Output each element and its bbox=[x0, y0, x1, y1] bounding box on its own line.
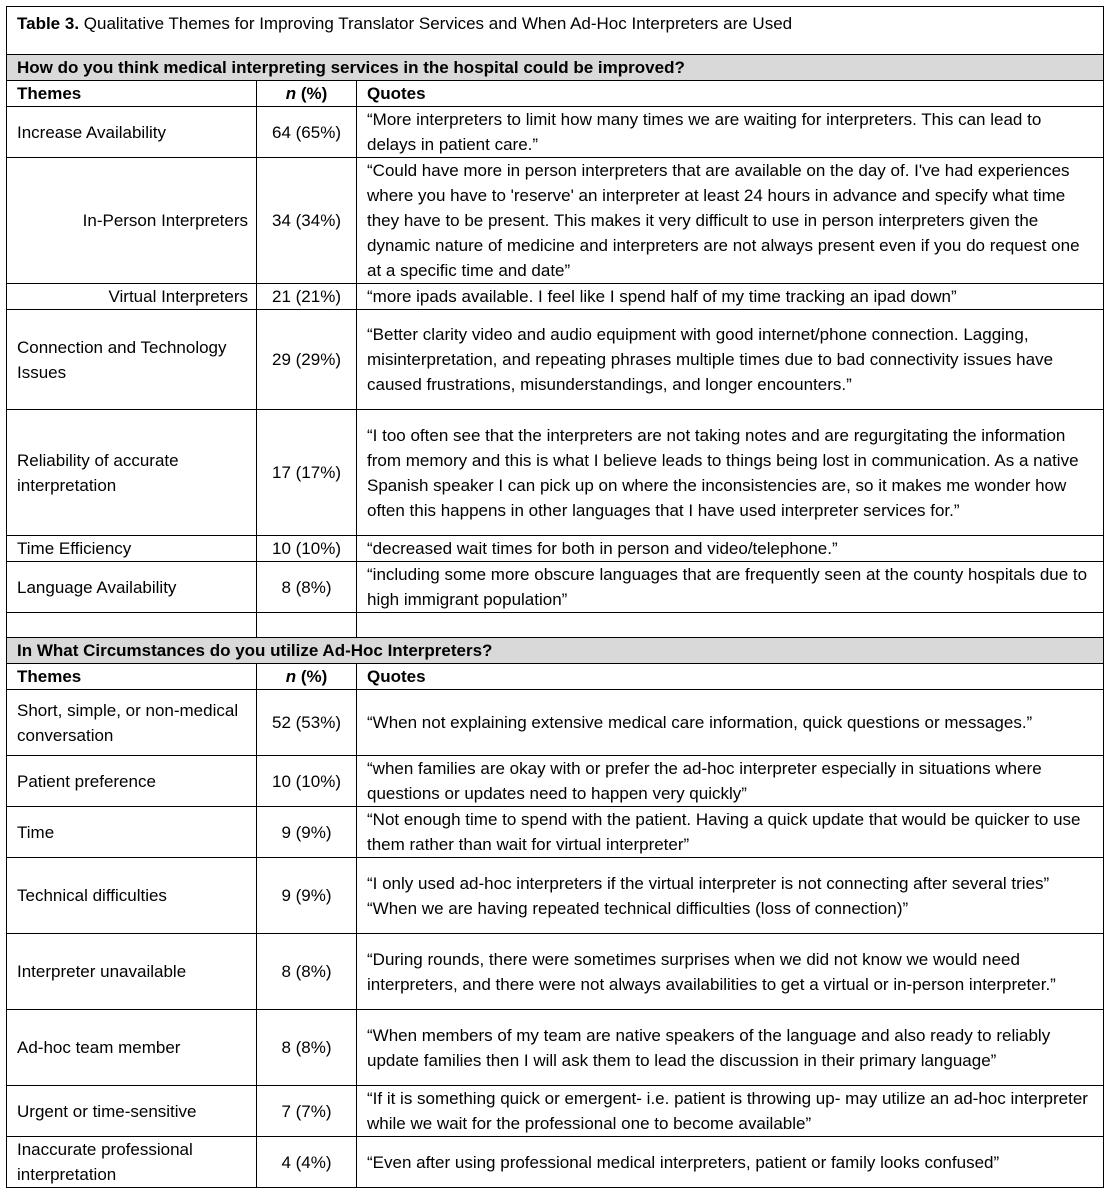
table-row bbox=[7, 410, 1104, 536]
section-heading: How do you think medical interpreting services in the hospital could be improved? bbox=[7, 55, 1104, 81]
n-label: n bbox=[285, 84, 297, 103]
theme-cell: Connection and Technology Issues bbox=[7, 310, 257, 410]
table-row bbox=[7, 1086, 1104, 1137]
count-cell: 64 (65%) bbox=[257, 107, 357, 158]
theme-cell: Ad-hoc team member bbox=[7, 1010, 257, 1086]
table-label: Table 3. bbox=[17, 14, 80, 33]
quote-cell: “Not enough time to spend with the patient. Having a quick update that would be quicker to use them rather than wait for virtual interpreter” bbox=[357, 807, 1104, 858]
pct-label: (%) bbox=[296, 667, 328, 686]
quote-cell: “Better clarity video and audio equipment with good internet/phone connection. Lagging, misinterpretation, and repeating phrases multiple times due to bad connectivity issues have caused frustrations, misunderstandings, and longer encounters.” bbox=[357, 310, 1104, 410]
quote-cell: “including some more obscure languages that are frequently seen at the county hospitals due to high immigrant population” bbox=[357, 562, 1104, 613]
pct-label: (%) bbox=[296, 84, 328, 103]
count-cell: 4 (4%) bbox=[257, 1137, 357, 1188]
count-cell: 52 (53%) bbox=[257, 690, 357, 756]
quote-cell: “more ipads available. I feel like I spend half of my time tracking an ipad down” bbox=[357, 284, 1104, 310]
column-header-row bbox=[7, 81, 1104, 107]
theme-cell: Technical difficulties bbox=[7, 858, 257, 934]
count-cell: 17 (17%) bbox=[257, 410, 357, 536]
count-cell: 29 (29%) bbox=[257, 310, 357, 410]
count-cell: 34 (34%) bbox=[257, 158, 357, 284]
table-container bbox=[6, 6, 1104, 1188]
quote-text: “When we are having repeated technical difficulties (loss of connection)” bbox=[367, 898, 909, 918]
quote-cell bbox=[357, 858, 1104, 934]
count-cell: 10 (10%) bbox=[257, 536, 357, 562]
theme-cell: Increase Availability bbox=[7, 107, 257, 158]
count-cell: 7 (7%) bbox=[257, 1086, 357, 1137]
theme-cell: Interpreter unavailable bbox=[7, 934, 257, 1010]
theme-cell: Short, simple, or non-medical conversation bbox=[7, 690, 257, 756]
quote-cell: “Could have more in person interpreters that are available on the day of. I've had experiences where you have to 'reserve' an interpreter at least 24 hours in advance and specify what time they have to be present. This makes it very difficult to use in person interpreters given the dynamic nature of medicine and interpreters are not always present even if you do request one at a specific time and date” bbox=[357, 158, 1104, 284]
table-caption bbox=[7, 7, 1104, 55]
theme-cell: Reliability of accurate interpretation bbox=[7, 410, 257, 536]
section-header-row bbox=[7, 638, 1104, 664]
theme-cell: Time Efficiency bbox=[7, 536, 257, 562]
table-caption-row bbox=[7, 7, 1104, 55]
quote-cell: “During rounds, there were sometimes surprises when we did not know we would need interpreters, and there were not always availabilities to get a virtual or in-person interpreter.” bbox=[357, 934, 1104, 1010]
theme-cell: Virtual Interpreters bbox=[7, 284, 257, 310]
count-cell: 9 (9%) bbox=[257, 858, 357, 934]
column-header-themes: Themes bbox=[7, 81, 257, 107]
theme-cell: Patient preference bbox=[7, 756, 257, 807]
table-row bbox=[7, 858, 1104, 934]
count-cell: 21 (21%) bbox=[257, 284, 357, 310]
theme-cell: Urgent or time-sensitive bbox=[7, 1086, 257, 1137]
table-row bbox=[7, 310, 1104, 410]
theme-cell: Inaccurate professional interpretation bbox=[7, 1137, 257, 1188]
count-cell: 9 (9%) bbox=[257, 807, 357, 858]
empty-cell bbox=[7, 613, 257, 638]
section-header-row bbox=[7, 55, 1104, 81]
quote-cell: “decreased wait times for both in person and video/telephone.” bbox=[357, 536, 1104, 562]
spacer-row bbox=[7, 613, 1104, 638]
table-row bbox=[7, 1010, 1104, 1086]
table-row bbox=[7, 807, 1104, 858]
table-row bbox=[7, 690, 1104, 756]
table-row bbox=[7, 158, 1104, 284]
count-cell: 8 (8%) bbox=[257, 934, 357, 1010]
quote-text: “I only used ad-hoc interpreters if the virtual interpreter is not connecting after several tries” bbox=[367, 873, 1050, 893]
table-title: Qualitative Themes for Improving Translator Services and When Ad-Hoc Interpreters are Used bbox=[79, 14, 793, 33]
theme-cell: Language Availability bbox=[7, 562, 257, 613]
column-header-n bbox=[257, 81, 357, 107]
table-row bbox=[7, 107, 1104, 158]
section-heading: In What Circumstances do you utilize Ad-Hoc Interpreters? bbox=[7, 638, 1104, 664]
quote-cell: “I too often see that the interpreters are not taking notes and are regurgitating the information from memory and this is what I believe leads to things being lost in communication. As a native Spanish speaker I can pick up on where the inconsistencies are, so it makes me wonder how often this happens in other languages that I have used interpreter services for.” bbox=[357, 410, 1104, 536]
theme-cell: Time bbox=[7, 807, 257, 858]
n-label: n bbox=[285, 667, 297, 686]
quote-cell: “When members of my team are native speakers of the language and also ready to reliably update families then I will ask them to lead the discussion in their primary language” bbox=[357, 1010, 1104, 1086]
table-row bbox=[7, 934, 1104, 1010]
quote-cell: “More interpreters to limit how many times we are waiting for interpreters. This can lead to delays in patient care.” bbox=[357, 107, 1104, 158]
empty-cell bbox=[257, 613, 357, 638]
table-row bbox=[7, 756, 1104, 807]
empty-cell bbox=[357, 613, 1104, 638]
quote-cell: “When not explaining extensive medical care information, quick questions or messages.” bbox=[357, 690, 1104, 756]
column-header-themes: Themes bbox=[7, 664, 257, 690]
count-cell: 10 (10%) bbox=[257, 756, 357, 807]
column-header-quotes: Quotes bbox=[357, 81, 1104, 107]
count-cell: 8 (8%) bbox=[257, 562, 357, 613]
quote-cell: “when families are okay with or prefer the ad-hoc interpreter especially in situations where questions or updates need to happen very quickly” bbox=[357, 756, 1104, 807]
table-row bbox=[7, 1137, 1104, 1188]
table-row bbox=[7, 284, 1104, 310]
count-cell: 8 (8%) bbox=[257, 1010, 357, 1086]
quote-cell: “Even after using professional medical interpreters, patient or family looks confused” bbox=[357, 1137, 1104, 1188]
column-header-row bbox=[7, 664, 1104, 690]
column-header-quotes: Quotes bbox=[357, 664, 1104, 690]
themes-table bbox=[6, 6, 1104, 1188]
theme-cell: In-Person Interpreters bbox=[7, 158, 257, 284]
table-row bbox=[7, 536, 1104, 562]
table-row bbox=[7, 562, 1104, 613]
column-header-n bbox=[257, 664, 357, 690]
quote-cell: “If it is something quick or emergent- i.e. patient is throwing up- may utilize an ad-hoc interpreter while we wait for the professional one to become available” bbox=[357, 1086, 1104, 1137]
